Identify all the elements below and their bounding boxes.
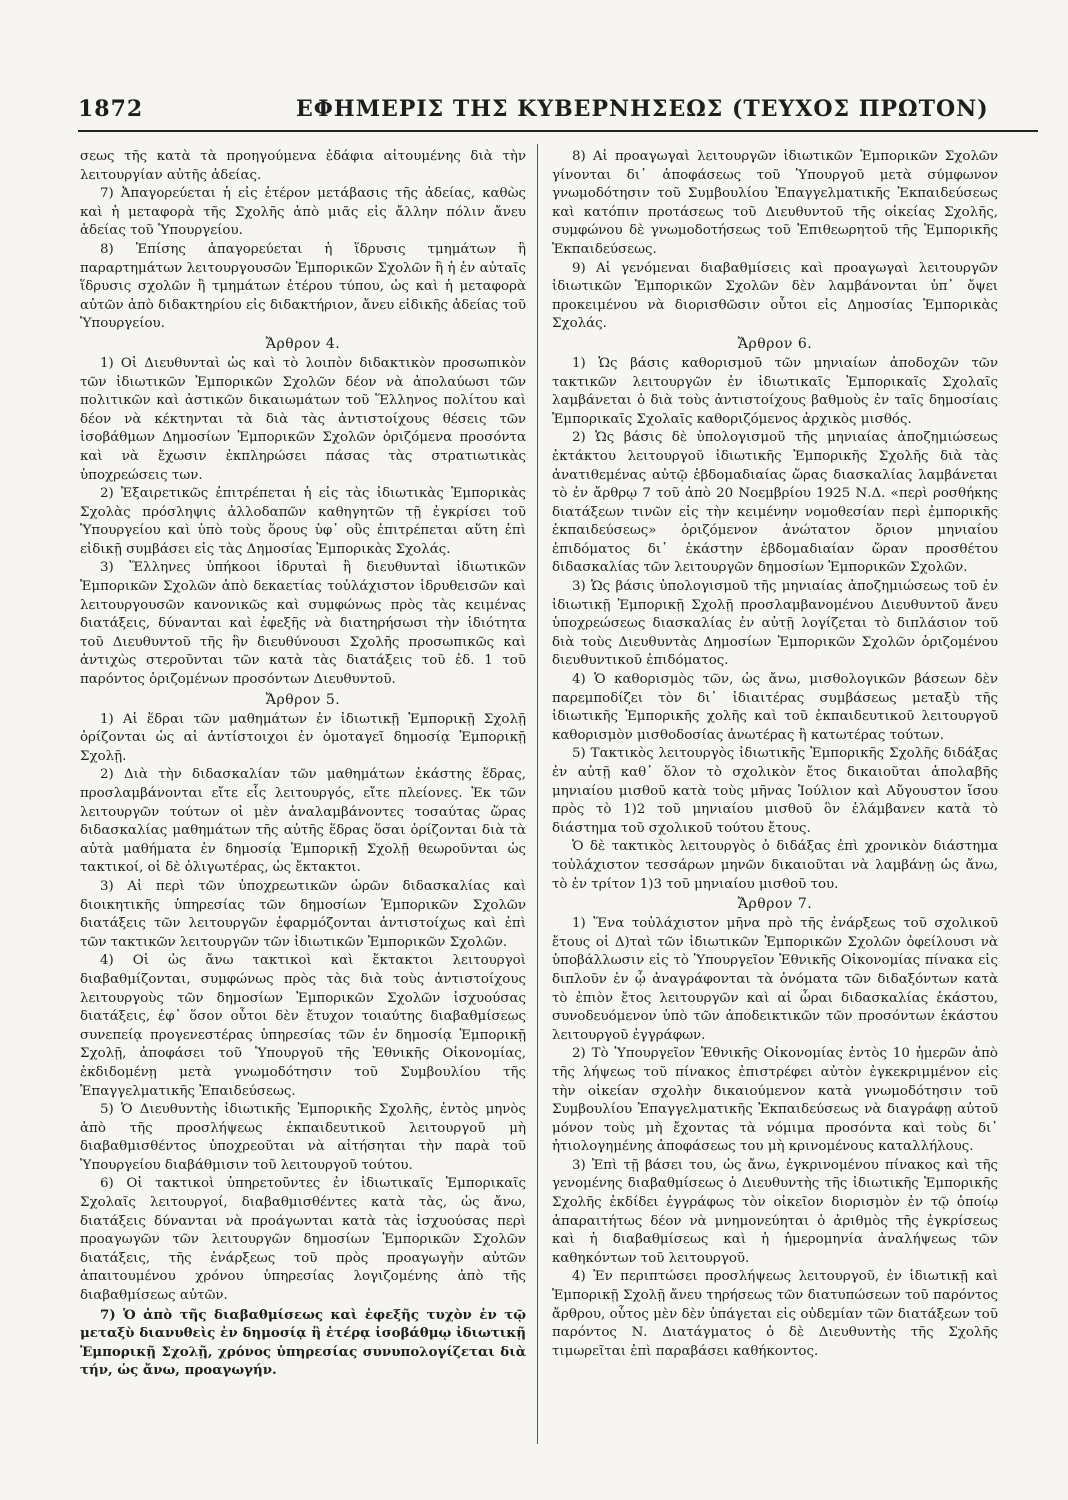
- left-paragraph: 7) Ἀπαγορεύεται ἡ εἰς ἑτέρον μετάβασις τῆς ἀδείας, καθὼς καὶ ἡ μεταφορὰ τῆς Σχολῆς ἀπὸ μιᾶς εἰς ἄλλην πόλιν ἄνευ ἀδείας τοῦ Ὑπουργείου.: [80, 186, 526, 239]
- right-paragraph: 9) Αἱ γενόμεναι διαβαθμίσεις καὶ προαγωγαὶ λειτουργῶν ἰδιωτικῶν Ἐμπορικῶν Σχολῶν δὲν λαμβάνονται ὑπ᾽ ὄψει προκειμένου νὰ διορισθῶσιν οὗτοι εἰς Δημοσίας Ἐμπορικὰς Σχολάς.: [552, 260, 998, 332]
- left-paragraph: 3) Ἕλληνες ὑπήκοοι ἱδρυταὶ ἢ διευθυνταὶ ἰδιωτικῶν Ἐμπορικῶν Σχολῶν ἀπὸ δεκαετίας τοὐλάχιστον ἱδρυθεισῶν καὶ λειτουργουσῶν κανονικῶς καὶ συμφώνως πρὸς τὰς κειμένας διατάξεις, δύνανται καὶ ἐφεξῆς νὰ διατηρήσωσι τὴν ἰδιότητα τοῦ Διευθυντοῦ τῆς ἣν διευθύνουσι Σχολῆς προσωπικῶς καὶ ἀντιχὼς στεροῦνται τῶν κατὰ τὰς διατάξεις τοῦ ἐδ. 1 τοῦ παρόντος ὁριζομένων προσόντων Διευθυντοῦ.: [80, 560, 526, 688]
- left-paragraph: 2) Ἐξαιρετικῶς ἐπιτρέπεται ἡ εἰς τὰς ἰδιωτικὰς Ἐμπορικὰς Σχολὰς πρόσληψις ἀλλοδαπῶν καθηγητῶν τῇ ἐγκρίσει τοῦ Ὑπουργείου καὶ ὑπὸ τοὺς ὅρους ὑφ᾽ οὓς ἐπιτρέπεται αὕτη ἐπὶ εἰδικῇ συμβάσει εἰς τὰς Δημοσίας Ἐμπορικὰς Σχολάς.: [80, 486, 526, 557]
- left-paragraph: 5) Ὁ Διευθυντὴς ἰδιωτικῆς Ἐμπορικῆς Σχολῆς, ἐντὸς μηνὸς ἀπὸ τῆς προσλήψεως ἐκπαιδευτικοῦ λειτουργοῦ μὴ διαβαθμισθέντος ὑποχρεοῦται νὰ αἰτήσηται τὴν παρὰ τοῦ Ὑπουργείου διαβάθμισιν τοῦ λειτουργοῦ τούτου.: [80, 1102, 526, 1173]
- left-paragraph: 4) Οἱ ὡς ἄνω τακτικοὶ καὶ ἔκτακτοι λειτουργοὶ διαβαθμίζονται, συμφώνως πρὸς τὰς διὰ τοὺς ἀντιστοίχους λειτουργοὺς τῶν δημοσίων Ἐμπορικῶν Σχολῶν ἰσχυούσας διατάξεις, ἐφ᾽ ὅσον οὗτοι δὲν ἔτυχον τοιαύτης διαβαθμίσεως συνεπείᾳ προγενεστέρας ὑπηρεσίας τῶν ἐν δημοσίᾳ Ἐμπορικῇ Σχολῇ, ἀποφάσει τοῦ Ὑπουργοῦ τῆς Ἐθνικῆς Οἰκονομίας, ἐκδιδομένῃ μετὰ γνωμοδότησιν τοῦ Συμβουλίου τῆς Ἐπαγγελματικῆς Ἐπαιδεύσεως.: [80, 953, 526, 1099]
- right-paragraph: 4) Ὁ καθορισμὸς τῶν, ὡς ἄνω, μισθολογικῶν βάσεων δὲν παρεμποδίζει τὸν δι᾽ ἰδιαιτέρας συμβάσεως μεταξὺ τῆς ἰδιωτικῆς Ἐμπορικῆς χολῆς καὶ τοῦ ἐκπαιδευτικοῦ λειτουργοῦ καθορισμὸν μισθοδοσίας ἀνωτέρας ἢ κατωτέρας τούτων.: [552, 672, 998, 743]
- right-paragraph: 2) Ὡς βάσις δὲ ὑπολογισμοῦ τῆς μηνιαίας ἀποζημιώσεως ἐκτάκτου λειτουργοῦ ἰδιωτικῆς Ἐμπορικῆς Σχολῆς διὰ τὰς ἀνατιθεμένας αὐτῷ ἑβδομαδιαίας ὥρας διασκαλίας λαμβάνεται τὸ ἐν ἄρθρῳ 7 τοῦ ἀπὸ 20 Νοεμβρίου 1925 Ν.Δ. «περὶ ροσθήκης διατάξεων τινῶν εἰς τὴν κειμένην νομοθεσίαν περὶ ἐμπορικῆς ἐκπαιδεύσεως» ὁριζόμενον ἀνώτατον ὅριον μηνιαίου ἐπιδόματος δι᾽ ἑκάστην ἑβδομαδιαίαν ὥραν προσθέτου διδασκαλίας τῶν λειτουργῶν δημοσίων Ἐμπορικῶν Σχολῶν.: [552, 430, 998, 576]
- left-paragraph: 8) Ἐπίσης ἀπαγορεύεται ἡ ἵδρυσις τμημάτων ἢ παραρτημάτων λειτουργουσῶν Ἐμπορικῶν Σχολῶν ἢ ἡ ἐν αὐταῖς ἵδρυσις σχολῶν ἢ τμημάτων ἑτέρου τύπου, ὡς καὶ ἡ μεταφορὰ αὐτῶν ἀπὸ διδακτηρίου εἰς διδακτήριον, ἄνευ εἰδικῆς ἀδείας τοῦ Ὑπουργείου.: [80, 241, 526, 332]
- left-paragraph: 3) Αἱ περὶ τῶν ὑποχρεωτικῶν ὡρῶν διδασκαλίας καὶ διοικητικῆς ὑπηρεσίας τῶν δημοσίων Ἐμπορικῶν Σχολῶν διατάξεις τῶν λειτουργῶν ἐφαρμόζονται ἀντιστοίχως καὶ ἐπὶ τῶν τακτικῶν λειτουργῶν τῶν ἰδιωτικῶν Ἐμπορικῶν Σχολῶν.: [80, 878, 526, 950]
- right-paragraph: 2) Τὸ Ὑπουργεῖον Ἐθνικῆς Οἰκονομίας ἐντὸς 10 ἡμερῶν ἀπὸ τῆς λήψεως τοῦ πίνακος ἐπιστρέφει αὐτὸν ἐγκεκριμμένον εἰς τὴν οἰκείαν σχολὴν δικαιούμενον κατὰ γνωμοδότησιν τοῦ Συμβουλίου Ἐπαγγελματικῆς Ἐκπαιδεύσεως νὰ διαγράφῃ αὐτοῦ μόνον τοὺς μὴ ἔχοντας τὰ νόμιμα προσόντα καὶ τοὺς δι᾽ ἠτιολογημένης ἀποφάσεως του μὴ κρινομένους καταλλήλους.: [552, 1046, 998, 1155]
- right-paragraph: 3) Ὡς βάσις ὑπολογισμοῦ τῆς μηνιαίας ἀποζημιώσεως τοῦ ἐν ἰδιωτικῇ Ἐμπορικῇ Σχολῇ προσλαμβανομένου Διευθυντοῦ ἄνευ ὑποχρεώσεως διασκαλίας ἐν αὐτῇ λογίζεται τὸ διπλάσιον τοῦ διὰ τοὺς Διευθυντὰς Δημοσίων Ἐμπορικῶν Σχολῶν ὁριζομένου διευθυντικοῦ ἐπιδόματος.: [552, 579, 998, 669]
- left-paragraph: σεως τῆς κατὰ τὰ προηγούμενα ἐδάφια αἰτουμένης διὰ τὴν λειτουργίαν αὐτῆς ἀδείας.: [80, 149, 526, 183]
- left-column: [80, 148, 526, 1448]
- page-header: [78, 92, 1038, 132]
- right-paragraph: Ὁ δὲ τακτικὸς λειτουργὸς ὁ διδάξας ἐπὶ χρονικὸν διάστημα τοὐλάχιστον τεσσάρων μηνῶν δικαιοῦται νὰ λαμβάνῃ ὡς ἄνω, τὸ ἐν τρίτον 1)3 τοῦ μηνιαίου μισθοῦ του.: [552, 839, 998, 892]
- right-paragraph: 5) Τακτικὸς λειτουργὸς ἰδιωτικῆς Ἐμπορικῆς Σχολῆς διδάξας ἐν αὐτῇ καθ᾽ ὅλον τὸ σχολικὸν ἔτος δικαιοῦται ἀπολαβῆς μηνιαίου μισθοῦ κατὰ τοὺς μῆνας Ἰούλιον καὶ Αὔγουστον ἴσου πρὸς τὸ 1)2 τοῦ μηνιαίου μισθοῦ ὃν ἐλάμβανεν κατὰ τὸ διάστημα τοῦ σχολικοῦ τούτου ἔτους.: [552, 746, 998, 836]
- left-paragraph: 6) Οἱ τακτικοὶ ὑπηρετοῦντες ἐν ἰδιωτικαῖς Ἐμπορικαῖς Σχολαῖς λειτουργοί, διαβαθμισθέντες κατὰ τὰς, ὡς ἄνω, διατάξεις δύνανται νὰ προάγωνται κατὰ τὰς ἰσχυούσας περὶ προαγωγῶν τῶν λειτουργῶν δημοσίων Ἐμπορικῶν Σχολῶν διατάξεις, τῆς ἐνάρξεως τοῦ πρὸς προαγωγὴν αὐτῶν ἀπαιτουμένου χρόνου ὑπηρεσίας λογιζομένης ἀπὸ τῆς διαβαθμίσεως αὐτῶν.: [80, 1176, 526, 1304]
- running-title: ΕΦΗΜΕΡΙΣ ΤΗΣ ΚΥΒΕΡΝΗΣΕΩΣ (ΤΕΥΧΟΣ ΠΡΩΤΟΝ): [296, 96, 989, 122]
- left-paragraph: 7) Ὁ ἀπὸ τῆς διαβαθμίσεως καὶ ἐφεξῆς τυχὸν ἐν τῷ μεταξὺ διανυθεὶς ἐν δημοσίᾳ ἢ ἑτέρᾳ ἰσοβάθμῳ ἰδιωτικῇ Ἐμπορικῇ Σχολῇ, χρόνος ὑπηρεσίας συνυπολογίζεται διὰ τήν, ὡς ἄνω, προαγωγήν.: [80, 1306, 526, 1379]
- left-paragraph: 1) Αἱ ἕδραι τῶν μαθημάτων ἐν ἰδιωτικῇ Ἐμπορικῇ Σχολῇ ὁρίζονται ὡς αἱ ἀντίστοιχοι ἐν ὁμοταγεῖ δημοσίᾳ Ἐμπορικῇ Σχολῇ.: [80, 711, 526, 764]
- left-paragraph: 1) Οἱ Διευθυνταὶ ὡς καὶ τὸ λοιπὸν διδακτικὸν προσωπικὸν τῶν ἰδιωτικῶν Ἐμπορικῶν Σχολῶν δέον νὰ ἀπολαύωσι τῶν πολιτικῶν καὶ ἀστικῶν δικαιωμάτων τοῦ Ἕλληνος πολίτου καὶ δέον νὰ κέκτηνται τὰ διὰ τὰς ἀντιστοίχους θέσεις τῶν ἰσοβάθμων Δημοσίων Ἐμπορικῶν Σχολῶν ὁριζόμενα προσόντα καὶ νὰ ἔχωσιν ἐκπληρώσει πάσας τὰς στρατιωτικὰς ὑποχρεώσεις των.: [80, 355, 526, 483]
- page-number: 1872: [78, 96, 144, 122]
- right-article-heading: Ἄρθρον 7.: [737, 896, 813, 913]
- right-paragraph: 8) Αἱ προαγωγαὶ λειτουργῶν ἰδιωτικῶν Ἐμπορικῶν Σχολῶν γίνονται δι᾽ ἀποφάσεως τοῦ Ὑπουργοῦ μετὰ σύμφωνον γνωμοδότησιν τοῦ Συμβουλίου Ἐπαγγελματικῆς Ἐκπαιδεύσεως καὶ κατόπιν προτάσεως τοῦ Διευθυντοῦ τῆς οἰκείας Σχολῆς, συμφώνου δὲ γνωμοδοτήσεως τοῦ Ἐπιθεωρητοῦ τῆς Ἐμπορικῆς Ἐκπαιδεύσεως.: [552, 149, 998, 257]
- right-paragraph: 1) Ὡς βάσις καθορισμοῦ τῶν μηνιαίων ἀποδοχῶν τῶν τακτικῶν λειτουργῶν ἐν ἰδιωτικαῖς Ἐμπορικαῖς Σχολαῖς λαμβάνεται ὁ διὰ τοὺς ἀντιστοίχους βαθμοὺς ἐν ταῖς δημοσίαις Ἐμπορικαῖς Σχολαῖς καθοριζόμενος ἀρχικὸς μισθός.: [552, 355, 998, 427]
- left-article-heading: Ἄρθρον 4.: [265, 335, 341, 352]
- header-rule: [78, 130, 1038, 132]
- column-divider: [537, 144, 538, 1444]
- right-paragraph: 1) Ἕνα τοὐλάχιστον μῆνα πρὸ τῆς ἐνάρξεως τοῦ σχολικοῦ ἔτους οἱ Δ)ταὶ τῶν ἰδιωτικῶν Ἐμπορικῶν Σχολῶν ὀφείλουσι νὰ ὑποβάλλωσιν εἰς τὸ Ὑπουργεῖον Ἐθνικῆς Οἰκονομίας πίνακα εἰς διπλοῦν ἐν ᾧ ἀναγράφονται τὰ ὀνόματα τῶν διδαξόντων κατὰ τὸ ἐπιὸν ἔτος λειτουργῶν καὶ αἱ ὧραι διδασκαλίας ἑκάστου, συνοδευόμενον ὑπὸ τῶν ἀποδεικτικῶν τῶν προσόντων ἑκάστου λειτουργοῦ ἐγγράφων.: [552, 916, 998, 1043]
- right-paragraph: 3) Ἐπὶ τῇ βάσει του, ὡς ἄνω, ἐγκρινομένου πίνακος καὶ τῆς γενομένης διαβαθμίσεως ὁ Διευθυντὴς τῆς ἰδιωτικῆς Ἐμπορικῆς Σχολῆς ἐκδίδει ἐγγράφως τὸν οἰκεῖον διορισμὸν ἐν τῷ ὁποίῳ ἀπαραιτήτως δέον νὰ μνημονεύηται ὁ ἀριθμὸς τῆς ἐγκρίσεως καὶ ἡ διαβαθμίσεως καὶ ἡ ἡμερομηνία ἀναλήψεως τῶν καθηκόντων τοῦ λειτουργοῦ.: [552, 1157, 998, 1266]
- left-paragraph: 2) Διὰ τὴν διδασκαλίαν τῶν μαθημάτων ἑκάστης ἕδρας, προσλαμβάνονται εἴτε εἷς λειτουργός, εἴτε πλείονες. Ἐκ τῶν λειτουργῶν τούτων οἱ μὲν ἀναλαμβάνοντες τοσαύτας ὥρας διδασκαλίας μαθημάτων τῆς αὐτῆς ἕδρας ὅσαι ὁρίζονται διὰ τὰ αὐτὰ μαθήματα ἐν δημοσίᾳ Ἐμπορικῇ Σχολῇ θεωροῦνται ὡς τακτικοί, οἱ δὲ ὀλιγωτέρας, ὡς ἔκτακτοι.: [80, 767, 526, 876]
- right-article-heading: Ἄρθρον 6.: [737, 335, 813, 352]
- right-column: [552, 148, 998, 1448]
- left-article-heading: Ἄρθρον 5.: [265, 691, 341, 708]
- right-paragraph: 4) Ἐν περιπτώσει προσλήψεως λειτουργοῦ, ἐν ἰδιωτικῇ καὶ Ἐμπορικῇ Σχολῇ ἄνευ τηρήσεως τῶν διατυπώσεων τοῦ παρόντος ἄρθρου, οὗτος μὲν δὲν ὑπάγεται εἰς οὐδεμίαν τῶν διατάξεων τοῦ παρόντος Ν. Διατάγματος ὁ δὲ Διευθυντὴς τῆς Σχολῆς τιμωρεῖται ἐπὶ παραβάσει καθήκοντος.: [552, 1269, 998, 1359]
